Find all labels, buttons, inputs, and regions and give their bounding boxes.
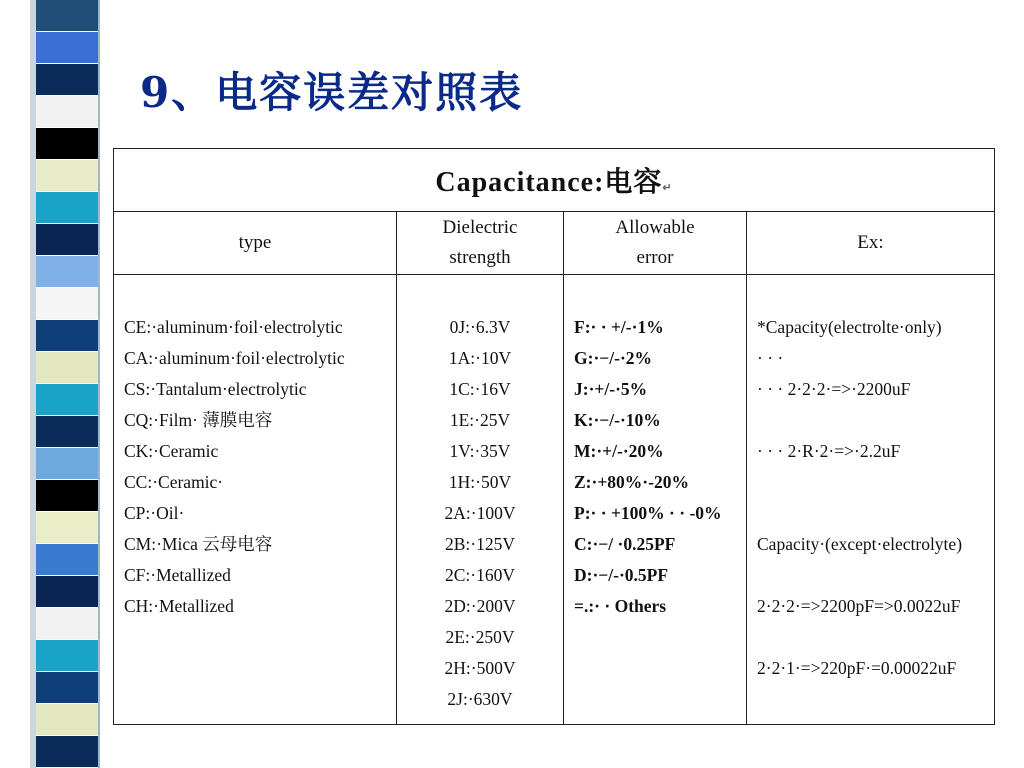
stripe-block (36, 0, 98, 32)
dielectric-column (397, 275, 564, 725)
decorative-stripe (36, 0, 100, 768)
stripe-block (36, 288, 98, 320)
stripe-block (36, 192, 98, 224)
table-line: 1E:·25V (449, 410, 511, 430)
table-line: 1H:·50V (448, 472, 512, 492)
table-line (747, 467, 994, 498)
table-line: =.:· · Others (574, 596, 667, 616)
stripe-block (36, 32, 98, 64)
stripe-block (36, 416, 98, 448)
table-line: Z:·+80%·-20% (574, 472, 689, 492)
header-dielectric-line1: Dielectric (442, 217, 518, 238)
table-line: K:·−/-·10% (574, 410, 661, 430)
table-line: M:·+/-·20% (574, 441, 664, 461)
table-line (747, 405, 994, 436)
table-line: 2B:·125V (445, 534, 515, 554)
table-line: G:·−/-·2% (574, 348, 653, 368)
stripe-block (36, 736, 98, 768)
table-line: 2·2·2·=>2200pF=>0.0022uF (757, 596, 961, 616)
stripe-block (36, 128, 98, 160)
stripe-block (36, 512, 98, 544)
table-line: P:· · +100% · · -0% (574, 503, 722, 523)
table-line: CP:·Oil· (124, 503, 185, 523)
table-line (747, 498, 994, 529)
table-line (747, 560, 994, 591)
table-line: 0J:·6.3V (449, 317, 511, 337)
table-line: F:· · +/-·1% (574, 317, 664, 337)
table-line (747, 281, 994, 312)
header-allowable (564, 212, 747, 275)
header-example (747, 212, 995, 275)
stripe-block (36, 672, 98, 704)
table-line: CE:·aluminum·foil·electrolytic (124, 317, 343, 337)
table-caption: Capacitance:电容↵ (114, 149, 995, 212)
stripe-block (36, 480, 98, 512)
table-line: CQ:·Film· 薄膜电容 (124, 410, 273, 430)
header-dielectric-line2: strength (449, 247, 511, 268)
table-line: C:·−/ ·0.25PF (574, 534, 676, 554)
stripe-block (36, 704, 98, 736)
table-line: · · · (757, 348, 784, 368)
table-line: CH:·Metallized (124, 596, 234, 616)
table-line (564, 281, 746, 312)
table-line: · · · 2·R·2·=>·2.2uF (757, 441, 901, 461)
stripe-block (36, 640, 98, 672)
table-line: 1V:·35V (449, 441, 511, 461)
stripe-block (36, 320, 98, 352)
header-allowable-line1: Allowable (615, 217, 695, 238)
table-line: Capacity·(except·electrolyte) (757, 534, 963, 554)
stripe-block (36, 448, 98, 480)
table-line: 1A:·10V (448, 348, 512, 368)
slide-title: 9、电容误差对照表 (140, 68, 524, 117)
table-line: · · · 2·2·2·=>·2200uF (757, 379, 911, 399)
table-line: 2H:·500V (444, 658, 516, 678)
header-example-label: Ex: (857, 232, 884, 253)
table-line: CF:·Metallized (124, 565, 231, 585)
table-line: 2A:·100V (444, 503, 516, 523)
table-image-area (103, 138, 1000, 728)
stripe-block (36, 352, 98, 384)
table-line: CS:·Tantalum·electrolytic (124, 379, 307, 399)
table-line: D:·−/-·0.5PF (574, 565, 669, 585)
capacitance-table (113, 148, 995, 725)
stripe-block (36, 224, 98, 256)
table-line (114, 281, 396, 312)
header-allowable-line2: error (636, 247, 674, 268)
stripe-block (36, 160, 98, 192)
error-column (564, 275, 747, 725)
table-line: CK:·Ceramic (124, 441, 219, 461)
example-column (747, 275, 995, 725)
caption-text: Capacitance:电容 (435, 167, 663, 198)
table-line: 2C:·160V (445, 565, 515, 585)
table-line (397, 281, 563, 312)
stripe-block (36, 608, 98, 640)
table-line: CA:·aluminum·foil·electrolytic (124, 348, 345, 368)
type-column (114, 275, 397, 725)
table-line: 1C:·16V (449, 379, 511, 399)
table-line: CC:·Ceramic· (124, 472, 224, 492)
stripe-block (36, 96, 98, 128)
stripe-block (36, 64, 98, 96)
header-type-label: type (238, 232, 272, 253)
stripe-block (36, 384, 98, 416)
stripe-block (36, 544, 98, 576)
stripe-block (36, 256, 98, 288)
table-line (747, 622, 994, 653)
table-line: J:·+/-·5% (574, 379, 648, 399)
header-type (114, 212, 397, 275)
table-line: CM:·Mica 云母电容 (124, 534, 273, 554)
table-line: *Capacity(electrolte·only) (757, 317, 942, 337)
table-line: 2J:·630V (447, 689, 513, 709)
table-line: 2D:·200V (444, 596, 516, 616)
stripe-block (36, 576, 98, 608)
header-dielectric (397, 212, 564, 275)
table-line: 2E:·250V (445, 627, 515, 647)
table-line: 2·2·1·=>220pF·=0.00022uF (757, 658, 957, 678)
